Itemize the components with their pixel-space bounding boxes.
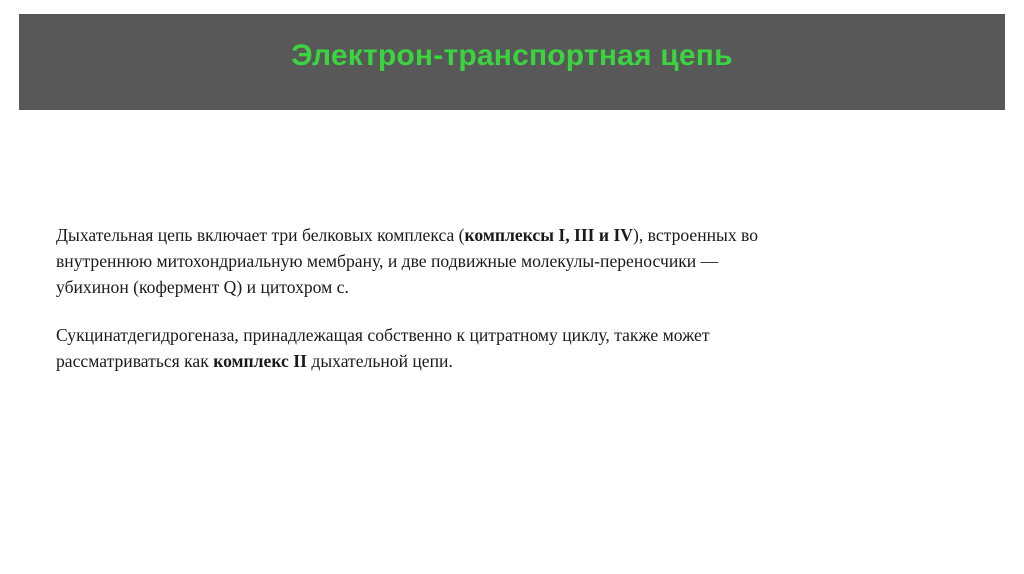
- paragraph2-line1: Сукцинатдегидрогеназа, принадлежащая собственно к цитратному циклу, также может: [56, 325, 710, 345]
- paragraph-succinate-dehydrogenase: [56, 322, 936, 374]
- paragraph2-line2-text-after: дыхательной цепи.: [306, 351, 453, 371]
- title-bar: [19, 14, 1005, 110]
- paragraph1-line2: внутреннюю митохондриальную мембрану, и две подвижные молекулы-переносчики —: [56, 251, 719, 271]
- slide-body: [56, 222, 936, 374]
- paragraph-respiratory-chain: [56, 222, 936, 300]
- paragraph1-line3: убихинон (кофермент Q) и цитохром c.: [56, 277, 349, 297]
- paragraph1-line1: [56, 222, 936, 248]
- paragraph2-line2-text-before: рассматриваться как: [56, 351, 214, 371]
- paragraph1-line1-text-before: Дыхательная цепь включает три белковых комплекса (: [56, 225, 465, 245]
- complex-ii-bold-text: комплекс II: [213, 351, 307, 371]
- paragraph2-line2: [56, 348, 936, 374]
- complexes-bold-text: комплексы I, III и IV: [464, 225, 634, 245]
- slide-title: Электрон-транспортная цепь: [291, 39, 733, 72]
- paragraph1-line1-text-after: ), встроенных во: [633, 225, 759, 245]
